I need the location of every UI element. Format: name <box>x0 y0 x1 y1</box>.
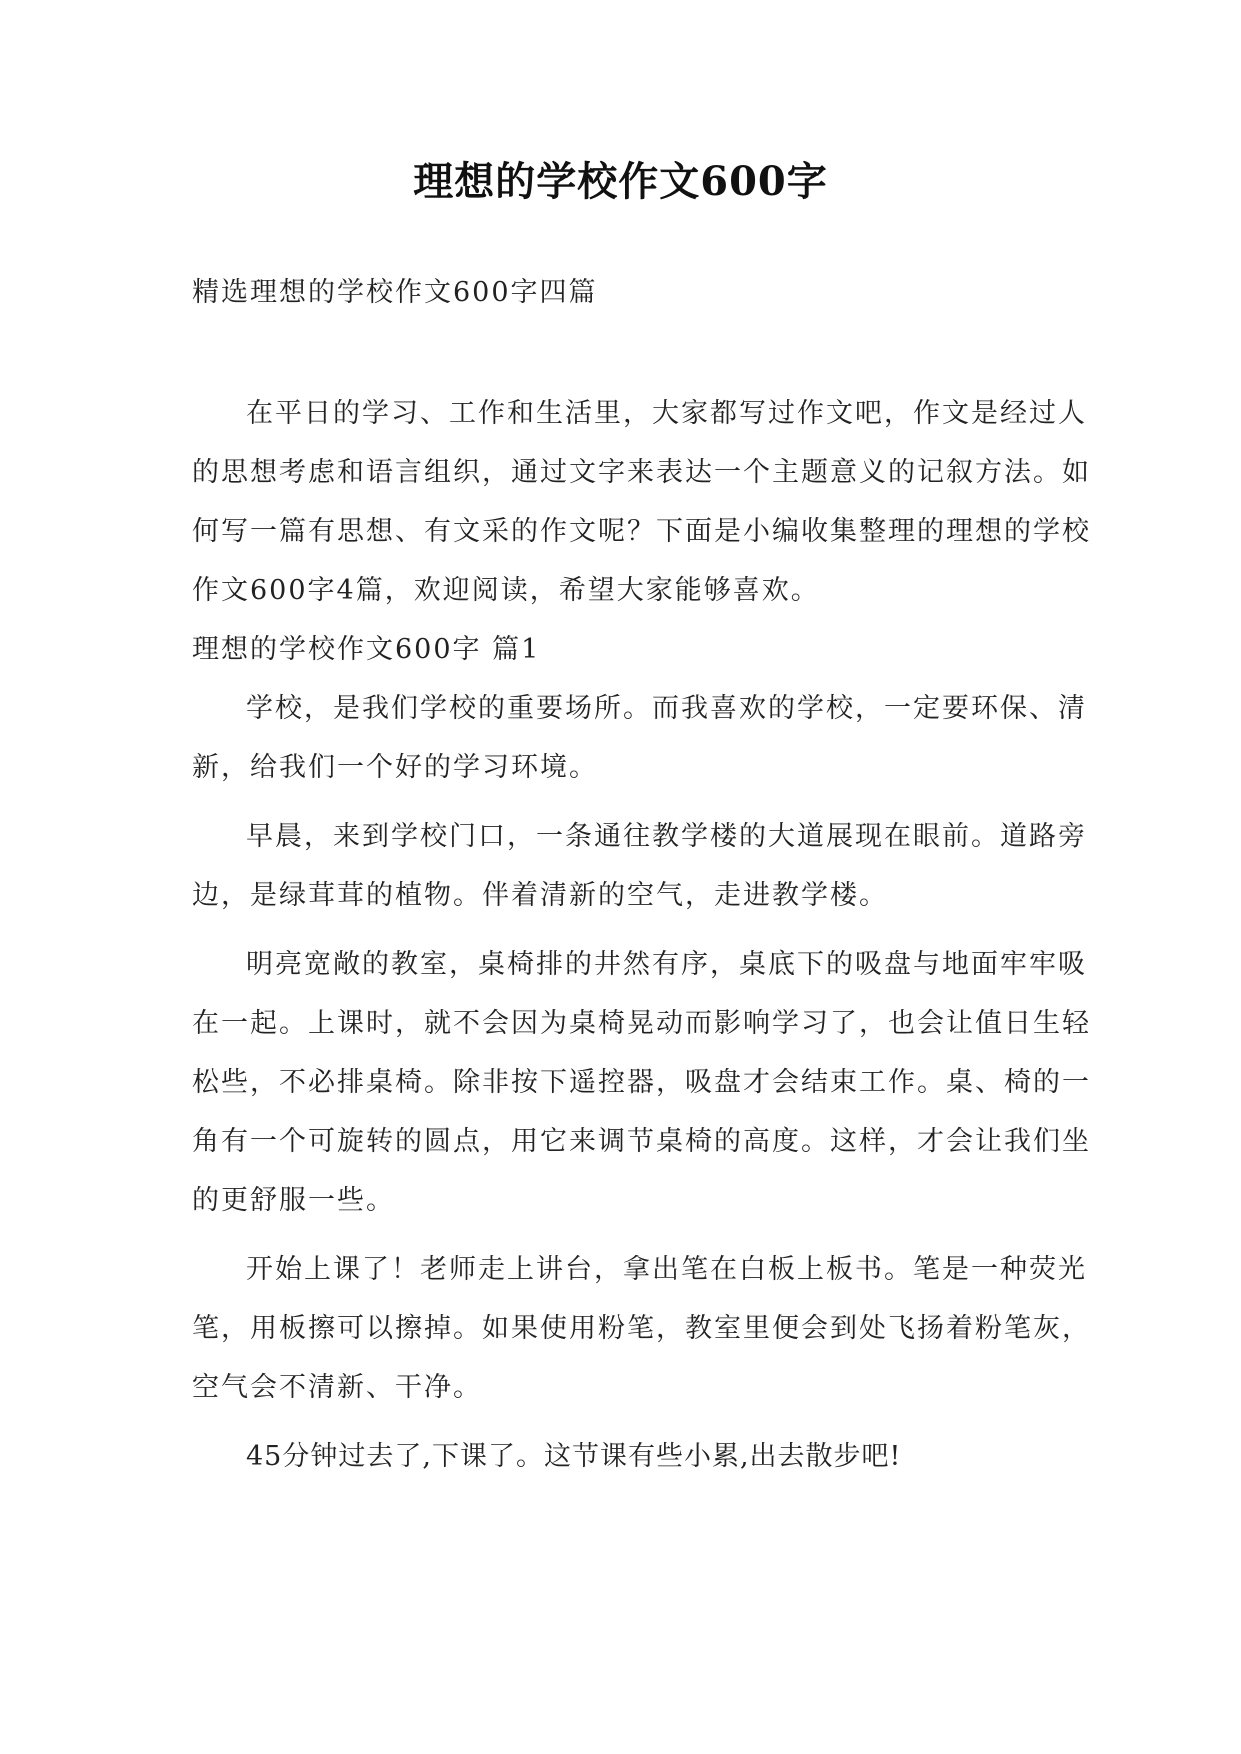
intro-paragraph: 在平日的学习、工作和生活里，大家都写过作文吧，作文是经过人的思想考虑和语言组织，通过文字来表达一个主题意义的记叙方法。如何写一篇有思想、有文采的作文呢？下面是小编收集整理的理想的学校作文600字4篇，欢迎阅读，希望大家能够喜欢。 <box>192 398 1091 606</box>
body-paragraph: 45分钟过去了,下课了。这节课有些小累,出去散步吧! <box>246 1441 902 1472</box>
body-paragraph: 开始上课了！老师走上讲台，拿出笔在白板上板书。笔是一种荧光笔，用板擦可以擦掉。如果使用粉笔，教室里便会到处飞扬着粉笔灰，空气会不清新、干净。 <box>192 1254 1091 1403</box>
document-subtitle: 精选理想的学校作文600字四篇 <box>192 277 598 308</box>
document-title: 理想的学校作文600字 <box>413 158 828 205</box>
section-heading: 理想的学校作文600字 篇1 <box>192 634 541 665</box>
body-paragraph: 学校，是我们学校的重要场所。而我喜欢的学校，一定要环保、清新，给我们一个好的学习环境。 <box>192 693 1087 783</box>
body-paragraph: 明亮宽敞的教室，桌椅排的井然有序，桌底下的吸盘与地面牢牢吸在一起。上课时，就不会因为桌椅晃动而影响学习了，也会让值日生轻松些，不必排桌椅。除非按下遥控器，吸盘才会结束工作。桌、椅的一角有一个可旋转的圆点，用它来调节桌椅的高度。这样，才会让我们坐的更舒服一些。 <box>192 949 1091 1216</box>
body-paragraph: 早晨，来到学校门口，一条通往教学楼的大道展现在眼前。道路旁边，是绿茸茸的植物。伴着清新的空气，走进教学楼。 <box>192 821 1087 911</box>
document-body <box>192 263 1092 1496</box>
